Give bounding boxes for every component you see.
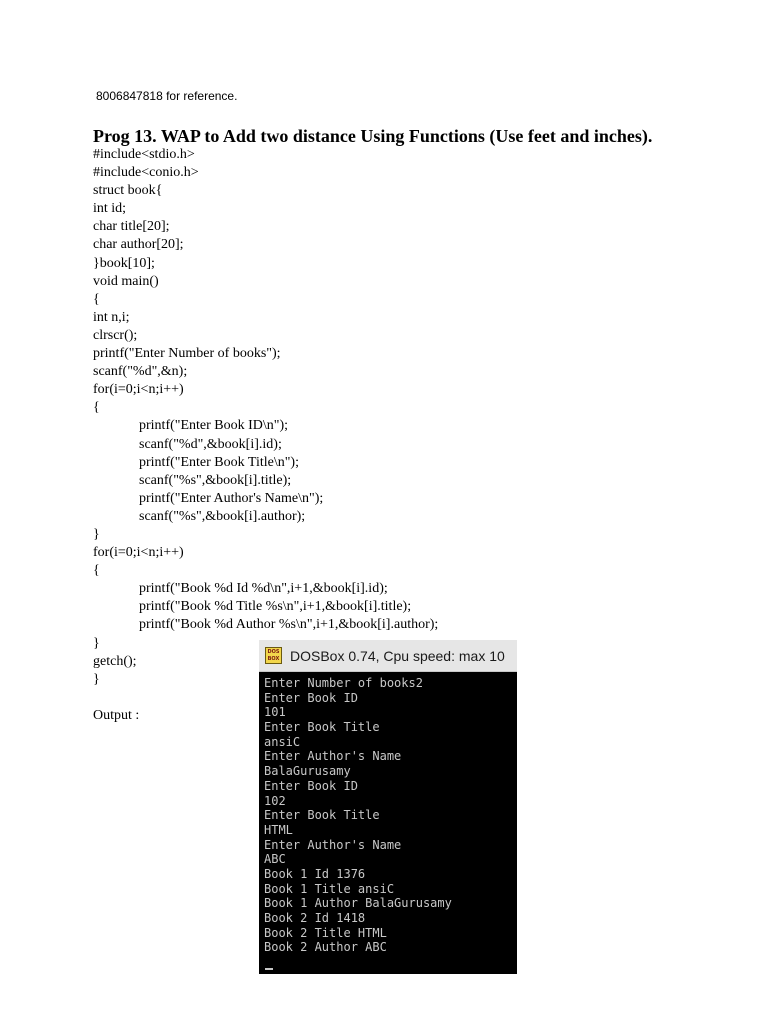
terminal-output <box>264 676 452 955</box>
terminal-line: Enter Book Title <box>264 720 380 735</box>
code-line: { <box>93 563 100 579</box>
dosbox-terminal-screen[interactable] <box>259 673 517 974</box>
source-code-listing <box>93 146 438 689</box>
terminal-line: Book 2 Title HTML <box>264 925 387 940</box>
code-line: char title[20]; <box>93 219 170 235</box>
dosbox-window[interactable] <box>259 640 517 974</box>
terminal-line: BalaGurusamy <box>264 764 351 779</box>
terminal-line: 102 <box>264 793 286 808</box>
terminal-line: HTML <box>264 822 293 837</box>
terminal-line: Enter Number of books2 <box>264 676 423 690</box>
code-line: } <box>93 635 100 651</box>
output-label: Output : <box>93 708 140 723</box>
code-line: scanf("%d",&n); <box>93 364 188 380</box>
terminal-line: Book 1 Author BalaGurusamy <box>264 896 452 911</box>
terminal-line: 101 <box>264 705 286 720</box>
code-line: { <box>93 400 100 416</box>
code-line: printf("Enter Book ID\n"); <box>139 418 289 434</box>
code-line: printf("Enter Number of books"); <box>93 346 281 362</box>
dosbox-app-icon: DOS BOX <box>265 647 282 664</box>
terminal-cursor <box>265 968 273 970</box>
code-line: } <box>93 526 100 542</box>
dosbox-titlebar[interactable] <box>259 640 517 672</box>
terminal-line: Enter Book Title <box>264 808 380 823</box>
terminal-line: Enter Author's Name <box>264 837 402 852</box>
code-line: scanf("%s",&book[i].author); <box>139 508 306 524</box>
code-line: int n,i; <box>93 309 130 325</box>
code-line: printf("Enter Author's Name\n"); <box>139 490 324 506</box>
terminal-line: Enter Author's Name <box>264 749 402 764</box>
terminal-line: Book 2 Id 1418 <box>264 911 366 925</box>
code-line: #include<conio.h> <box>93 165 199 181</box>
code-line: clrscr(); <box>93 327 138 343</box>
code-line: } <box>93 671 100 687</box>
code-line: getch(); <box>93 653 137 669</box>
code-line: char author[20]; <box>93 237 184 253</box>
code-line: for(i=0;i<n;i++) <box>93 382 184 398</box>
terminal-line: Enter Book ID <box>264 690 358 705</box>
reference-note: 8006847818 for reference. <box>96 89 238 103</box>
code-line: { <box>93 291 100 307</box>
code-line: scanf("%s",&book[i].title); <box>139 472 292 488</box>
code-line: void main() <box>93 273 159 289</box>
code-line: printf("Enter Book Title\n"); <box>139 454 299 470</box>
code-line: printf("Book %d Title %s\n",i+1,&book[i].title); <box>139 599 412 615</box>
code-line: printf("Book %d Id %d\n",i+1,&book[i].id); <box>139 581 388 597</box>
program-title: Prog 13. WAP to Add two distance Using Functions (Use feet and inches). <box>93 126 653 146</box>
dosbox-window-title: DOSBox 0.74, Cpu speed: max 10 <box>290 648 505 664</box>
code-line: #include<stdio.h> <box>93 147 195 162</box>
code-line: int id; <box>93 201 127 217</box>
code-line: }book[10]; <box>93 255 155 271</box>
code-line: scanf("%d",&book[i].id); <box>139 436 282 452</box>
terminal-line: ansiC <box>264 734 301 749</box>
terminal-line: Book 2 Author ABC <box>264 940 387 955</box>
terminal-line: Enter Book ID <box>264 778 358 793</box>
terminal-line: Book 1 Title ansiC <box>264 881 395 896</box>
terminal-line: ABC <box>264 852 286 867</box>
terminal-line: Book 1 Id 1376 <box>264 866 366 881</box>
code-line: struct book{ <box>93 183 163 199</box>
code-line: for(i=0;i<n;i++) <box>93 545 184 561</box>
code-line: printf("Book %d Author %s\n",i+1,&book[i].author); <box>139 617 439 633</box>
